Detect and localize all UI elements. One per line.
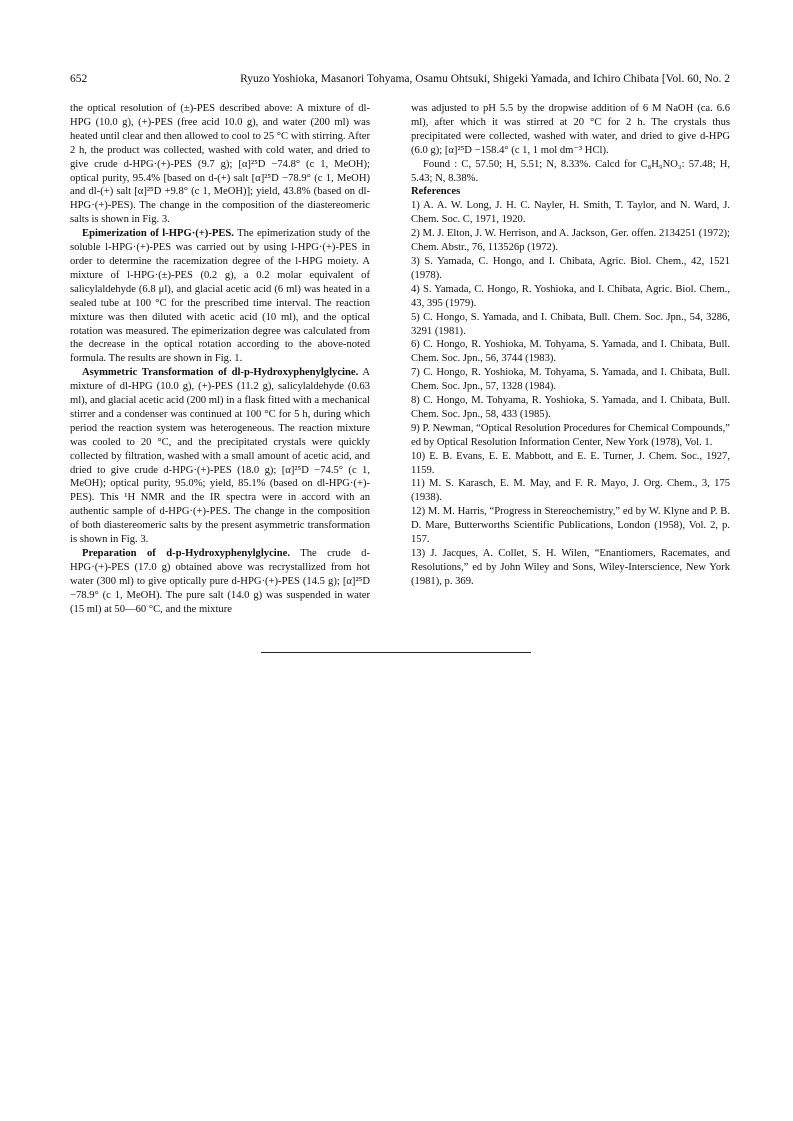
paragraph-asymmetric-transformation xyxy=(70,366,370,547)
page-header xyxy=(70,72,730,86)
paragraph-text: A mixture of dl-HPG (10.0 g), (+)-PES (11.2 g), salicylaldehyde (0.63 ml), and glacial acetic acid (200 ml) in a flask fitted with a mechanical stirrer and a condenser was continued at 100 °C for 5 h, during which period the reaction system was heterogeneous. The reaction mixture was cooled to 20 °C, and the precipitated crystals were quickly collected by filtration, washed with a small amount of acetic acid, and dried to give crude d-HPG·(+)-PES (18.0 g); [α]²⁵D −74.5° (c 1, MeOH); optical purity, 95.0%; yield, 85.1% (based on dl-HPG·(+)-PES). This ¹H NMR and the IR spectra were in accord with an authentic sample of d-HPG·(+)-PES. The change in the composition of both diastereomeric salts by the present asymmetric transformation is shown in Fig. 3. xyxy=(70,367,370,546)
reference-item: 4) S. Yamada, C. Hongo, R. Yoshioka, and I. Chibata, Agric. Biol. Chem., 43, 395 (1979). xyxy=(411,283,730,309)
reference-item: 7) C. Hongo, R. Yoshioka, M. Tohyama, S. Yamada, and I. Chibata, Bull. Chem. Soc. Jpn., 57, 1328 (1984). xyxy=(411,367,730,393)
reference-item: 9) P. Newman, “Optical Resolution Procedures for Chemical Compounds,” ed by Optical Resolution Information Center, New York (1978), Vol. 1. xyxy=(411,422,730,448)
paragraph-continuation: was adjusted to pH 5.5 by the dropwise addition of 6 M NaOH (ca. 6.6 ml), after which it was stirred at 20 °C for 2 h. The crystals thus precipitated were collected, washed with water, and dried to give d-HPG (6.0 g); [α]²⁵D −158.4° (c 1, 1 mol dm⁻³ HCl). xyxy=(411,103,730,156)
reference-item: 8) C. Hongo, M. Tohyama, R. Yoshioka, S. Yamada, and I. Chibata, Bull. Chem. Soc. Jpn., 58, 433 (1985). xyxy=(411,395,730,420)
reference-item: 2) M. J. Elton, J. W. Herrison, and A. Jackson, Ger. offen. 2134251 (1972); Chem. Abstr., 76, 113526p (1972). xyxy=(411,228,730,254)
reference-item: 11) M. S. Karasch, E. M. May, and F. R. Mayo, J. Org. Chem., 3, 175 (1938). xyxy=(411,478,730,504)
reference-item: 13) J. Jacques, A. Collet, S. H. Wilen, “Enantiomers, Racemates, and Resolutions,” ed by John Wiley and Sons, Wiley-Interscience, New York (1981), p. 369. xyxy=(411,548,730,587)
references-heading: References xyxy=(411,186,461,198)
reference-item: 1) A. A. W. Long, J. H. C. Nayler, H. Smith, T. Taylor, and N. Ward, J. Chem. Soc. C, 1971, 1920. xyxy=(411,200,730,226)
paragraph-preparation xyxy=(70,547,370,617)
page-number: 652 xyxy=(70,73,88,85)
paragraph-resolution: the optical resolution of (±)-PES described above: A mixture of dl-HPG (10.0 g), (+)-PES (free acid 10.0 g), and water (200 ml) was heated until clear and then allowed to cool to 25 °C with stirring. After 2 h, the product was collected, washed with cold water, and dried to give crude d-HPG·(+)-PES (9.7 g); [α]²⁵D −74.8° (c 1, MeOH); optical purity, 95.4% [based on d-(+) salt [α]²⁵D −78.9° (c 1, MeOH) and dl-(+) salt [α]²⁵D +9.8° (c 1, MeOH)]; yield, 43.8% (based on dl-HPG·(+)-PES). The change in the composition of the diastereomeric salts is shown in Fig. 3. xyxy=(70,103,370,226)
reference-item: 12) M. M. Harris, “Progress in Stereochemistry,” ed by W. Klyne and P. B. D. Mare, Butterworths Scientific Publications, London (1958), Vol. 2, p. 157. xyxy=(411,506,730,546)
reference-item: 6) C. Hongo, R. Yoshioka, M. Tohyama, S. Yamada, and I. Chibata, Bull. Chem. Soc. Jpn., 56, 3744 (1983). xyxy=(411,339,730,365)
section-heading-preparation: Preparation of d-p-Hydroxyphenylglycine. xyxy=(82,548,290,559)
running-title: Ryuzo Yoshioka, Masanori Tohyama, Osamu Ohtsuki, Shigeki Yamada, and Ichiro Chibata [Vol. 60, No. 2 xyxy=(240,73,730,85)
reference-item: 3) S. Yamada, C. Hongo, and I. Chibata, Agric. Biol. Chem., 42, 1521 (1978). xyxy=(411,255,730,281)
left-column xyxy=(70,102,370,617)
reference-item: 10) E. B. Evans, E. E. Mabbott, and E. E. Turner, J. Chem. Soc., 1927, 1159. xyxy=(411,450,730,476)
end-rule xyxy=(261,652,531,653)
section-heading-epimerization: Epimerization of l-HPG·(+)-PES. xyxy=(82,228,234,240)
section-heading-asymmetric-transformation: Asymmetric Transformation of dl-p-Hydroxyphenylglycine. xyxy=(82,367,359,379)
right-column xyxy=(411,102,730,589)
paragraph-epimerization xyxy=(70,227,370,366)
paragraph-elemental-analysis: Found : C, 57.50; H, 5.51; N, 8.33%. Calcd for C₈H₉NO₃: 57.48; H, 5.43; N, 8.38%. xyxy=(411,158,730,184)
reference-item: 5) C. Hongo, S. Yamada, and I. Chibata, Bull. Chem. Soc. Jpn., 54, 3286, 3291 (1981). xyxy=(411,311,730,337)
paragraph-text: The crude d-HPG·(+)-PES (17.0 g) obtained above was recrystallized from hot water (300 ml) to give optically pure d-HPG·(+)-PES (14.5 g); [α]²⁵D −78.9° (c 1, MeOH). The pure salt (14.0 g) was suspended in water (15 ml) at 50—60 °C, and the mixture xyxy=(70,548,370,615)
paragraph-text: The epimerization study of the soluble l-HPG·(+)-PES was carried out by using l-HPG·(+)-PES in order to determine the racemization degree of the l-HPG moiety. A mixture of l-HPG·(±)-PES (0.2 g), a 0.2 molar equivalent of salicylaldehyde (6.8 μl), and glacial acetic acid (6 ml) was heated in a sealed tube at 100 °C for the prescribed time interval. The reaction mixture was then diluted with acetic acid (10 ml), and the optical rotation was measured. The epimerization degree was calculated from the decrease in the optical rotation according to the above-noted formula. The results are shown in Fig. 1. xyxy=(70,228,370,365)
